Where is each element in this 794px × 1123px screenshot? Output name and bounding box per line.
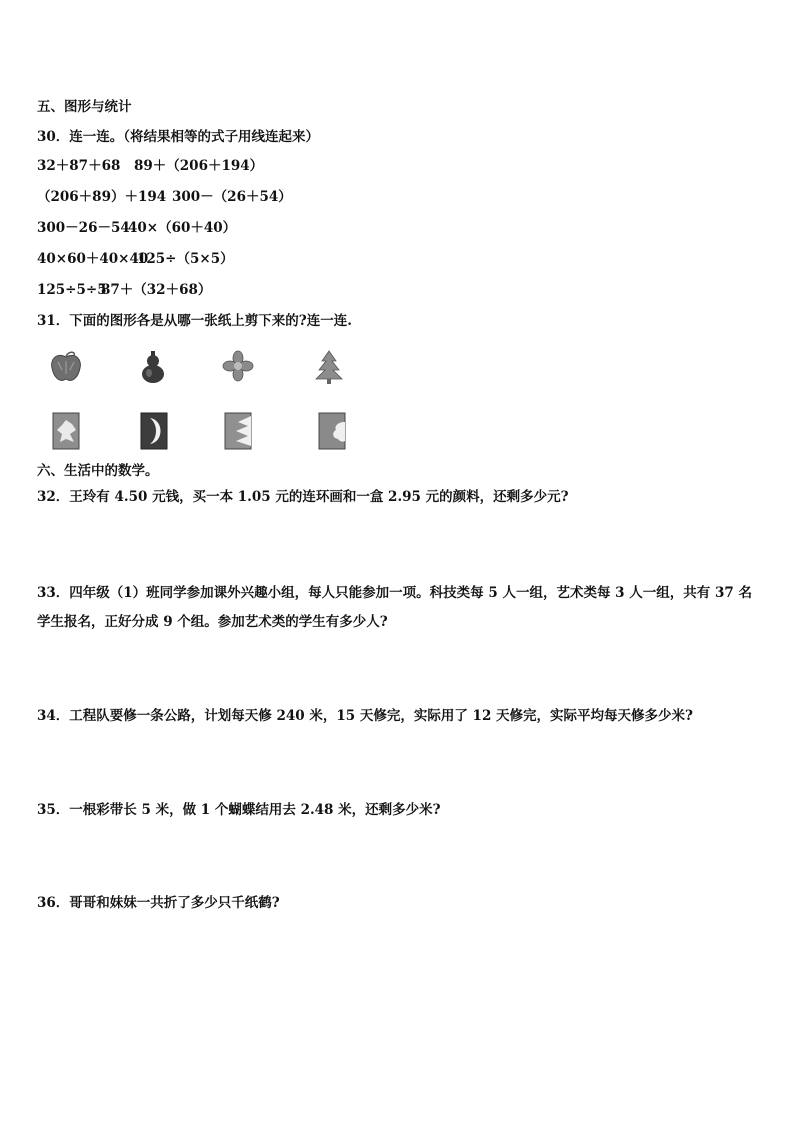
section-5-title: 五、图形与统计 <box>37 99 132 115</box>
paper-cut-zigzag-icon <box>224 412 252 450</box>
q30-right-1: 89＋（206＋194） <box>134 158 264 174</box>
q30-left-2: （206＋89）＋194 <box>37 189 167 205</box>
paper-cut-leaf-icon <box>52 412 80 450</box>
q30-right-3: 40×（60＋40） <box>128 220 237 236</box>
q35-text: 35．一根彩带长 5 米，做 1 个蝴蝶结用去 2.48 米，还剩多少米? <box>37 802 441 818</box>
q36-text: 36．哥哥和妹妹一共折了多少只千纸鹤? <box>37 895 280 911</box>
q31-prompt: 31．下面的图形各是从哪一张纸上剪下来的?连一连. <box>37 313 352 329</box>
q30-left-4: 40×60＋40×40 <box>37 251 149 267</box>
q33-line-2: 学生报名，正好分成 9 个组。参加艺术类的学生有多少人? <box>37 614 388 630</box>
q30-right-4: 125÷（5×5） <box>137 251 234 267</box>
q30-right-2: 300－（26＋54） <box>172 189 292 205</box>
section-6-title: 六、生活中的数学。 <box>37 463 159 479</box>
gourd-shape-icon <box>140 350 166 384</box>
q30-right-5: 87＋（32＋68） <box>101 282 212 298</box>
q32-text: 32．王玲有 4.50 元钱，买一本 1.05 元的连环画和一盒 2.95 元的颜料，还剩多少元? <box>37 489 569 505</box>
q30-left-5: 125÷5÷5 <box>37 282 107 298</box>
q30-left-1: 32＋87＋68 <box>37 158 121 174</box>
q34-text: 34．工程队要修一条公路，计划每天修 240 米，15 天修完，实际用了 12 天修完，实际平均每天修多少米? <box>37 708 693 724</box>
q33-line-1: 33．四年级（1）班同学参加课外兴趣小组，每人只能参加一项。科技类每 5 人一组，艺术类每 3 人一组，共有 37 名 <box>37 585 752 601</box>
apple-shape-icon <box>48 348 84 384</box>
flower-shape-icon <box>222 350 254 382</box>
q30-left-3: 300－26－54 <box>37 220 130 236</box>
q30-prompt: 30．连一连。（将结果相等的式子用线连起来） <box>37 129 320 145</box>
tree-shape-icon <box>314 350 344 384</box>
paper-cut-round-icon <box>318 412 346 450</box>
paper-cut-moon-icon <box>140 412 168 450</box>
